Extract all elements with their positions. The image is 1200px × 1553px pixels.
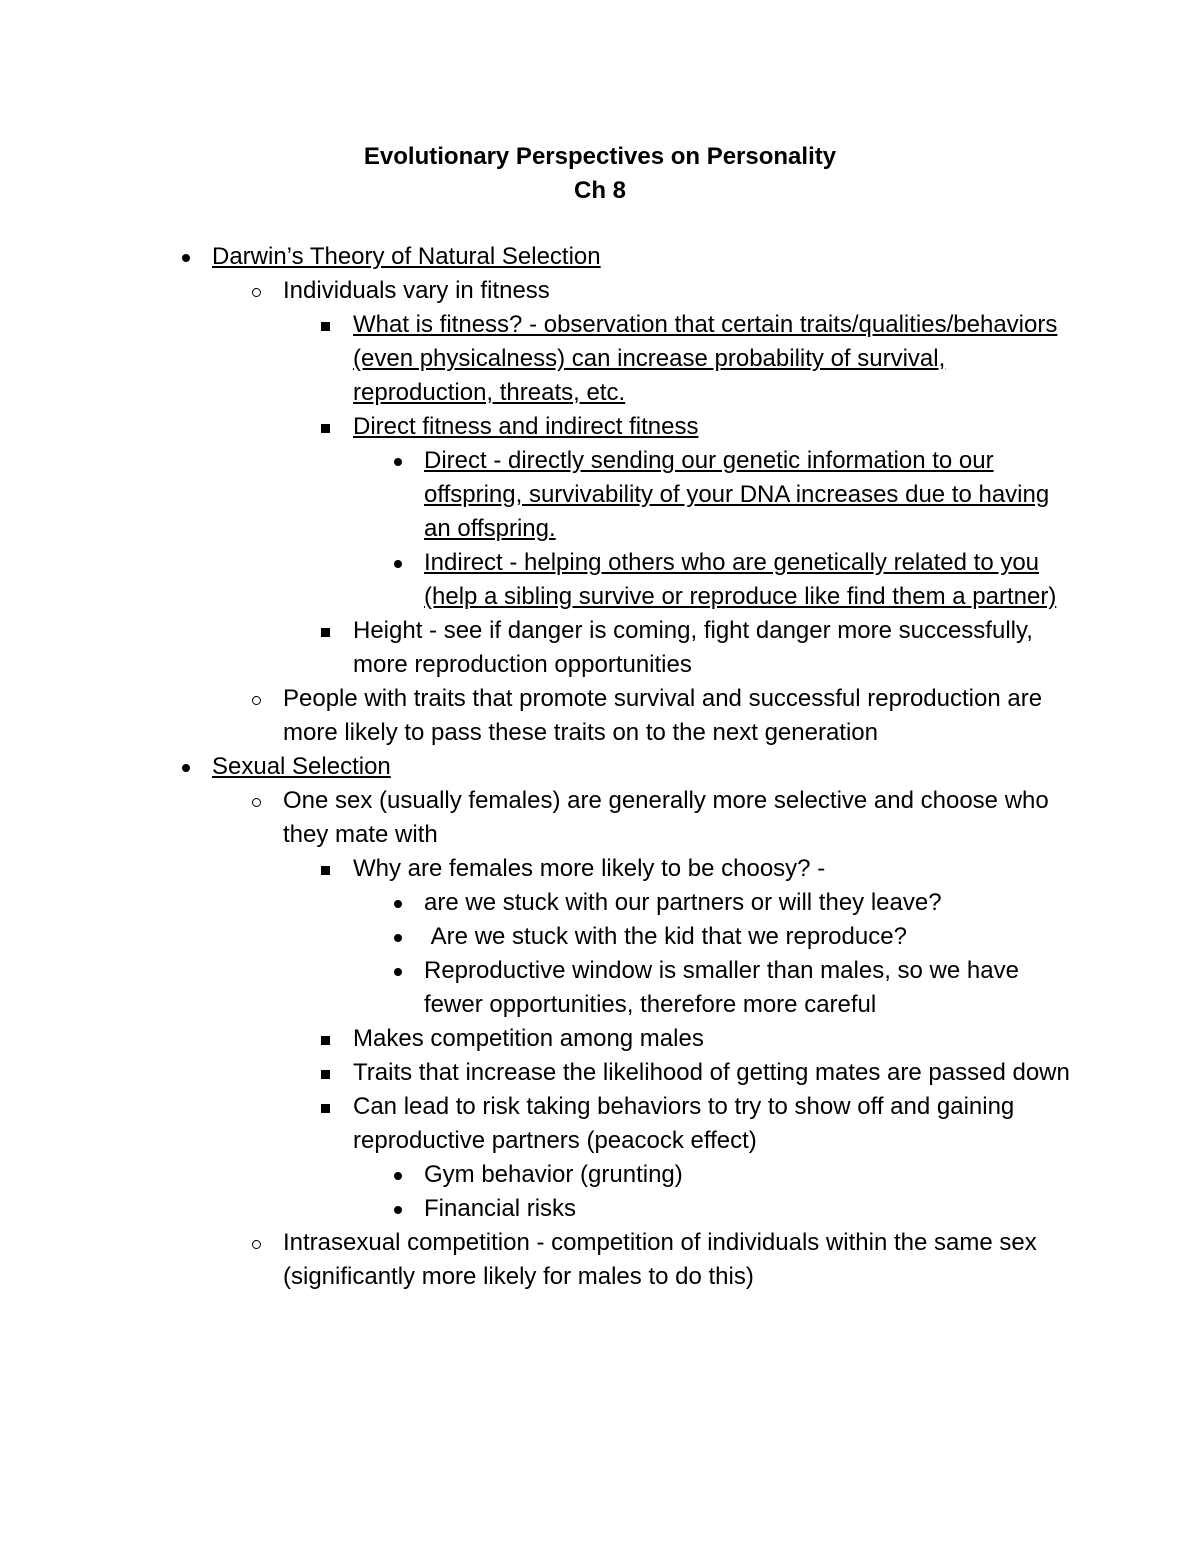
list-item-text: Intrasexual competition - competition of individuals within the same sex (significantly more likely for males to do this) [283, 1229, 1037, 1290]
list-item [0, 920, 1074, 954]
list-item [0, 1022, 1073, 1056]
bullet-disc-icon [390, 886, 410, 920]
bullet-square-icon [318, 614, 338, 648]
bullet-square-icon [318, 1022, 338, 1056]
list-item [0, 750, 1072, 784]
title-block [0, 140, 1200, 208]
bullet-disc-icon [390, 954, 410, 988]
list-item-text: are we stuck with our partners or will they leave? [424, 889, 942, 916]
section-heading: Sexual Selection [212, 753, 391, 780]
chapter-label: Ch 8 [573, 177, 626, 204]
list-item [0, 1158, 1074, 1192]
list-item [0, 308, 1073, 410]
bullet-square-icon [318, 1090, 338, 1124]
bullet-disc-icon [390, 444, 410, 478]
bullet-disc-icon [390, 920, 410, 954]
list-item-text: Height - see if danger is coming, fight danger more successfully, more reproduction opportunities [353, 617, 1033, 678]
list-item [0, 240, 1072, 274]
list-item-text: Individuals vary in fitness [283, 277, 550, 304]
list-item-text: One sex (usually females) are generally more selective and choose who they mate with [283, 787, 1049, 848]
bullet-circle-icon [249, 274, 269, 308]
list-item-text: Reproductive window is smaller than males, so we have fewer opportunities, therefore more careful [424, 957, 1019, 1018]
list-item-text: Gym behavior (grunting) [424, 1161, 683, 1188]
list-item [0, 444, 1074, 546]
bullet-disc-icon [390, 1158, 410, 1192]
bullet-square-icon [318, 852, 338, 886]
list-item-text: Can lead to risk taking behaviors to try to show off and gaining reproductive partners (peacock effect) [353, 1093, 1015, 1154]
list-item [0, 1090, 1073, 1158]
list-item [0, 954, 1074, 1022]
bullet-square-icon [318, 1056, 338, 1090]
list-item-text: Indirect - helping others who are genetically related to you (help a sibling survive or reproduce like find them a partner) [424, 549, 1057, 610]
bullet-circle-icon [249, 682, 269, 716]
section-heading: Darwin’s Theory of Natural Selection [212, 243, 601, 270]
notes-list [0, 240, 1200, 1294]
list-item [0, 1056, 1073, 1090]
list-item [0, 886, 1074, 920]
list-item [0, 410, 1073, 444]
list-item-text: Financial risks [424, 1195, 577, 1222]
list-item [0, 1192, 1074, 1226]
list-item-text: Direct - directly sending our genetic information to our offspring, survivability of your DNA increases due to having an offspring. [424, 447, 1050, 542]
list-item [0, 274, 1073, 308]
list-item-text: Direct fitness and indirect fitness [353, 413, 699, 440]
list-item-text: What is fitness? - observation that certain traits/qualities/behaviors (even physicalness) can increase probability of survival, reproduction, threats, etc. [353, 311, 1058, 406]
list-item [0, 1226, 1073, 1294]
list-item-text: Why are females more likely to be choosy? - [353, 855, 826, 882]
list-item [0, 682, 1073, 750]
list-item-text: Traits that increase the likelihood of getting mates are passed down [353, 1059, 1070, 1086]
bullet-circle-icon [249, 1226, 269, 1260]
bullet-square-icon [318, 410, 338, 444]
list-item [0, 614, 1073, 682]
list-item-text: Are we stuck with the kid that we reproduce? [424, 923, 907, 950]
list-item [0, 784, 1073, 852]
list-item [0, 852, 1073, 886]
list-item-text: People with traits that promote survival and successful reproduction are more likely to pass these traits on to the next generation [283, 685, 1043, 746]
bullet-square-icon [318, 308, 338, 342]
list-item-text: Makes competition among males [353, 1025, 704, 1052]
list-item [0, 546, 1074, 614]
document-title: Evolutionary Perspectives on Personality [363, 143, 837, 170]
bullet-disc-icon [178, 750, 198, 784]
bullet-disc-icon [390, 1192, 410, 1226]
bullet-disc-icon [390, 546, 410, 580]
bullet-circle-icon [249, 784, 269, 818]
bullet-disc-icon [178, 240, 198, 274]
